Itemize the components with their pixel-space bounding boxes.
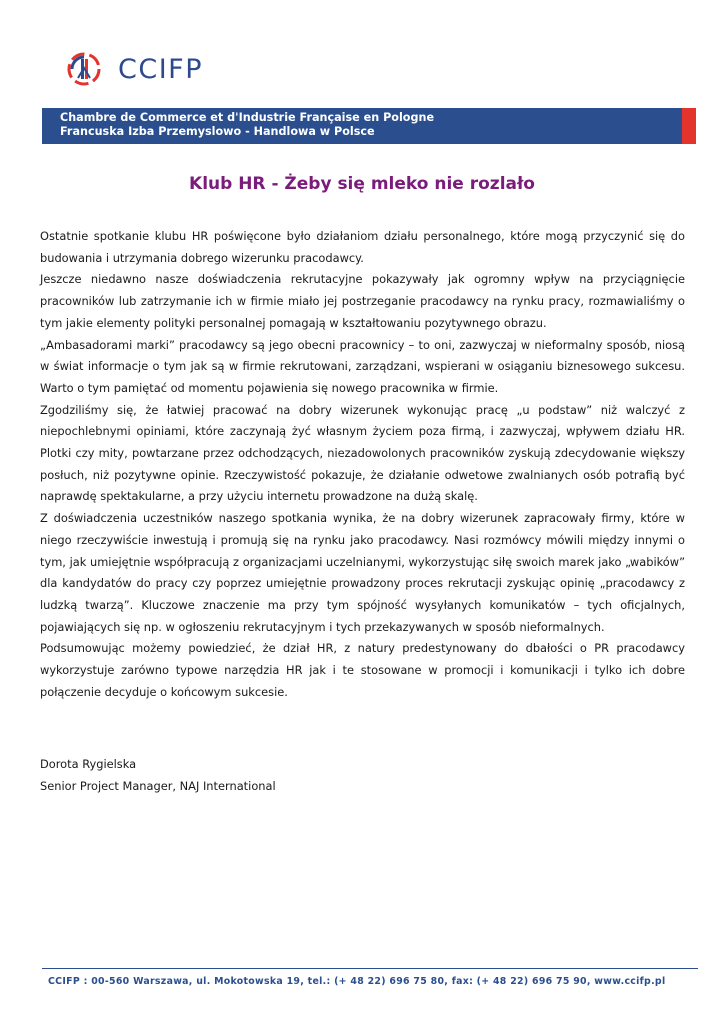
paragraph: Ostatnie spotkanie klubu HR poświęcone było działaniom działu personalnego, które mogą przyczynić się do budowania i utrzymania dobrego wizerunku pracodawcy. [40, 229, 685, 265]
article-body [40, 226, 685, 703]
author-name: Dorota Rygielska [40, 757, 137, 771]
banner-line-french: Chambre de Commerce et d'Industrie Française en Pologne [60, 111, 435, 124]
paragraph: Podsumowując możemy powiedzieć, że dział HR, z natury predestynowany do dbałości o PR pracodawcy wykorzystuje zarówno typowe narzędzia HR jak i te stosowane w promocji i komunikacji i tylko ich dobre połączenie decyduje o końcowym sukcesie. [40, 641, 685, 699]
logo-text: CCIFP [118, 53, 203, 85]
paragraph: Zgodziliśmy się, że łatwiej pracować na dobry wizerunek wykonując pracę „u podstaw” niż walczyć z niepochlebnymi opiniami, które zaczynają żyć własnym życiem poza firmą, i zazwyczaj, wpływem działu HR. Plotki czy mity, powtarzane przez odchodzących, niezadowolonych pracowników zyskują zdecydowanie większy posłuch, niż pozytywne opinie. Rzeczywistość pokazuje, że działanie odwetowe zwalnianych osób potrafią być naprawdę spektakularne, a przy użyciu internetu prowadzone na dużą skalę. [40, 402, 685, 504]
header-banner [42, 108, 696, 144]
paragraph: Jeszcze niedawno nasze doświadczenia rekrutacyjne pokazywały jak ogromny wpływ na przyciągnięcie pracowników lub zatrzymanie ich w firmie miało jej postrzeganie pracodawcy na rynku pracy, rozmawialiśmy o tym jakie elementy polityki personalnej pomagają w kształtowaniu pozytywnego obrazu. [40, 272, 685, 330]
footer-divider [42, 968, 698, 969]
banner-red-accent [682, 108, 696, 144]
footer-contact: CCIFP : 00-560 Warszawa, ul. Mokotowska 19, tel.: (+ 48 22) 696 75 80, fax: (+ 48 22) 696 75 90, www.ccifp.pl [48, 976, 666, 987]
signature [40, 754, 276, 797]
ccifp-emblem-icon [58, 44, 110, 94]
paragraph: „Ambasadorami marki” pracodawcy są jego obecni pracownicy – to oni, zazwyczaj w nieformalny sposób, niosą w świat informacje o tym jak są w firmie rekrutowani, zarządzani, wspierani w osiąganiu biznesowego sukcesu. Warto o tym pamiętać od momentu pojawienia się nowego pracownika w firmie. [40, 337, 685, 395]
author-role: Senior Project Manager, NAJ International [40, 778, 276, 793]
article-title: Klub HR - Żeby się mleko nie rozlało [189, 174, 535, 194]
ccifp-logo [58, 44, 203, 94]
banner-line-polish: Francuska Izba Przemyslowo - Handlowa w Polsce [60, 125, 375, 138]
paragraph: Z doświadczenia uczestników naszego spotkania wynika, że na dobry wizerunek zapracowały firmy, które w niego rzeczywiście inwestują i promują się na rynku jako pracodawcy. Nasi rozmówcy mówili między innymi o tym, jak umiejętnie współpracują z organizacjami uczelnianymi, wykorzystując siłę swoich marek jako „wabików” dla kandydatów do pracy czy poprzez umiejętnie prowadzony proces rekrutacji zyskując opinię „pracodawcy z ludzką twarzą”. Kluczowe znaczenie ma przy tym spójność wysyłanych komunikatów – tych oficjalnych, pojawiających się np. w ogłoszeniu rekrutacyjnym i tych przekazywanych w sposób nieformalnych. [40, 511, 685, 634]
